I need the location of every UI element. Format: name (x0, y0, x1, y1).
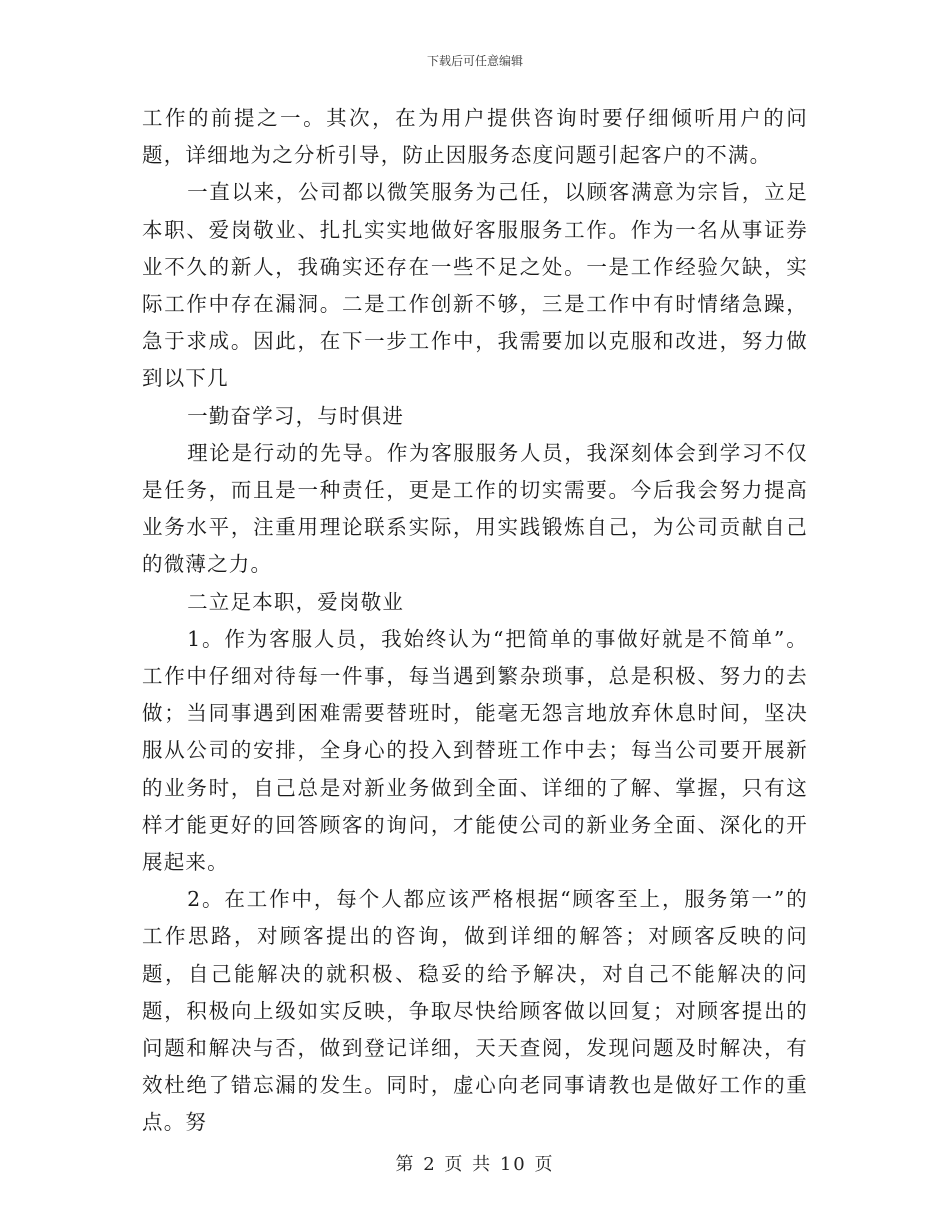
section-heading-dedication: 二立足本职，爱岗敬业 (187, 589, 405, 614)
paragraph-self-assessment: 一直以来，公司都以微笑服务为己任，以顾客满意为宗旨，立足本职、爱岗敬业、扎扎实实地做好客服服务工作。作为一名从事证券业不久的新人，我确实还存在一些不足之处。一是工作经验欠缺，实际工作中存在漏洞。二是工作创新不够，三是工作中有时情绪急躁，急于求成。因此，在下一步工作中，我需要加以克服和改进，努力做到以下几 (142, 180, 808, 391)
paragraph-point-1: 1。作为客服人员，我始终认为“把简单的事做好就是不简单”。工作中仔细对待每一件事，每当遇到繁杂琐事，总是积极、努力的去做；当同事遇到困难需要替班时，能毫无怨言地放弃休息时间，坚决服从公司的安排，全身心的投入到替班工作中去；每当公司要开展新的业务时，自己总是对新业务做到全面、详细的了解、掌握，只有这样才能更好的回答顾客的询问，才能使公司的新业务全面、深化的开展起来。 (142, 626, 808, 875)
page-header: 下载后可任意编辑 (426, 54, 523, 68)
section-heading-study: 一勤奋学习，与时俱进 (187, 403, 405, 428)
paragraph-study: 理论是行动的先导。作为客服服务人员，我深刻体会到学习不仅是任务，而且是一种责任，更是工作的切实需要。今后我会努力提高业务水平，注重用理论联系实际，用实践锻炼自己，为公司贡献自己的微薄之力。 (142, 440, 808, 577)
paragraph-point-2: 2。在工作中，每个人都应该严格根据“顾客至上，服务第一”的工作思路，对顾客提出的咨询，做到详细的解答；对顾客反映的问题，自己能解决的就积极、稳妥的给予解决，对自己不能解决的问题，积极向上级如实反映，争取尽快给顾客做以回复；对顾客提出的问题和解决与否，做到登记详细，天天查阅，发现问题及时解决，有效杜绝了错忘漏的发生。同时，虚心向老同事请教也是做好工作的重点。努 (142, 887, 808, 1135)
document-body (142, 100, 808, 1142)
paragraph-continuation: 工作的前提之一。其次，在为用户提供咨询时要仔细倾听用户的问题，详细地为之分析引导，防止因服务态度问题引起客户的不满。 (142, 106, 808, 168)
page-number-footer: 第 2 页 共 10 页 (395, 1154, 555, 1175)
